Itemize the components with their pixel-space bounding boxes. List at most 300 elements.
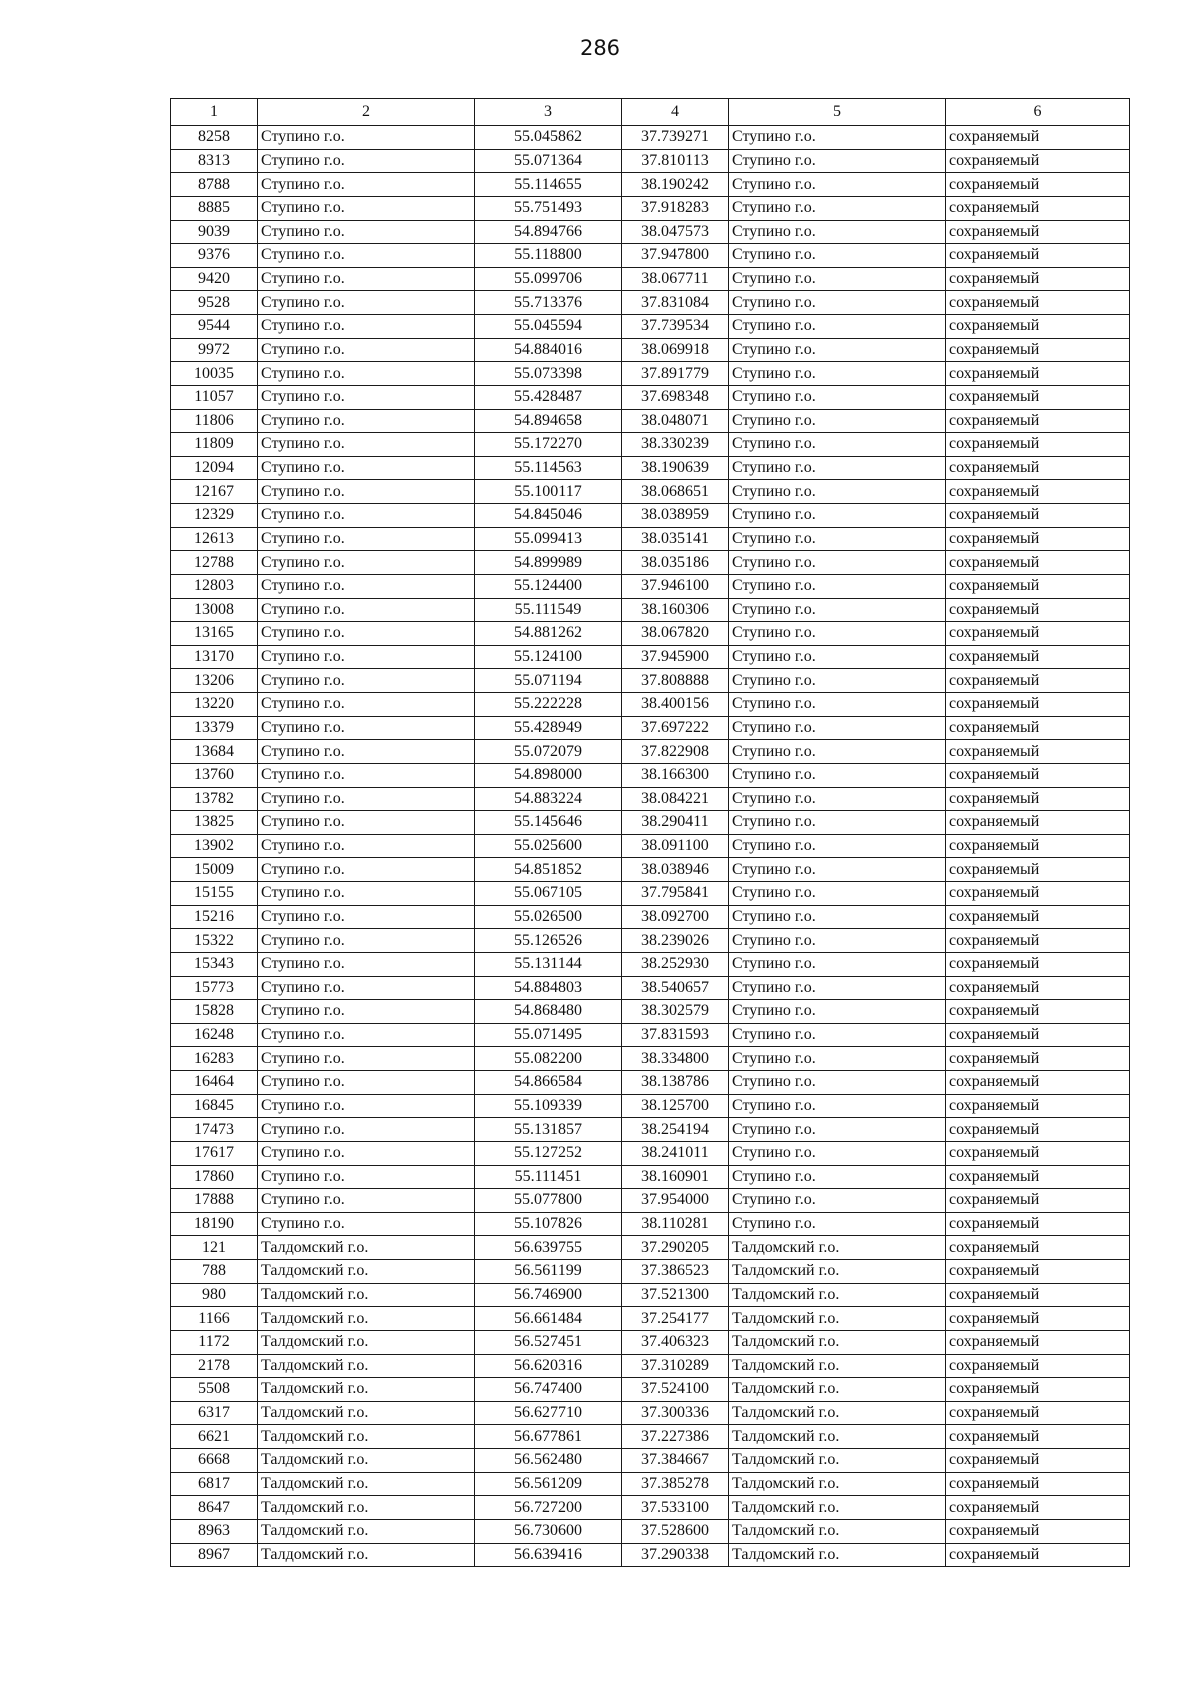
status-cell: сохраняемый (946, 929, 1130, 953)
row-id-cell: 13782 (171, 787, 258, 811)
table-row (171, 716, 1130, 740)
row-id-cell: 6317 (171, 1401, 258, 1425)
table-row (171, 740, 1130, 764)
district-cell: Талдомский г.о. (258, 1472, 475, 1496)
row-id-cell: 13825 (171, 811, 258, 835)
table-row (171, 385, 1130, 409)
status-cell: сохраняемый (946, 905, 1130, 929)
latitude-cell: 55.026500 (475, 905, 622, 929)
longitude-cell: 37.822908 (622, 740, 729, 764)
table-row (171, 362, 1130, 386)
status-cell: сохраняемый (946, 882, 1130, 906)
longitude-cell: 38.067820 (622, 622, 729, 646)
status-cell: сохраняемый (946, 1307, 1130, 1331)
latitude-cell: 54.898000 (475, 763, 622, 787)
longitude-cell: 37.945900 (622, 645, 729, 669)
municipality-cell: Талдомский г.о. (729, 1307, 946, 1331)
status-cell: сохраняемый (946, 1118, 1130, 1142)
longitude-cell: 37.918283 (622, 196, 729, 220)
row-id-cell: 8313 (171, 149, 258, 173)
district-cell: Ступино г.о. (258, 716, 475, 740)
district-cell: Ступино г.о. (258, 480, 475, 504)
status-cell: сохраняемый (946, 1330, 1130, 1354)
table-row (171, 1260, 1130, 1284)
row-id-cell: 13170 (171, 645, 258, 669)
longitude-cell: 38.166300 (622, 763, 729, 787)
table-row (171, 196, 1130, 220)
latitude-cell: 54.884016 (475, 338, 622, 362)
status-cell: сохраняемый (946, 1519, 1130, 1543)
municipality-cell: Ступино г.о. (729, 126, 946, 150)
district-cell: Ступино г.о. (258, 598, 475, 622)
district-cell: Ступино г.о. (258, 220, 475, 244)
table-row (171, 1354, 1130, 1378)
page-number: 286 (579, 36, 621, 60)
latitude-cell: 55.127252 (475, 1141, 622, 1165)
status-cell: сохраняемый (946, 1189, 1130, 1213)
row-id-cell: 16845 (171, 1094, 258, 1118)
row-id-cell: 5508 (171, 1378, 258, 1402)
municipality-cell: Ступино г.о. (729, 1118, 946, 1142)
district-cell: Ступино г.о. (258, 882, 475, 906)
latitude-cell: 55.114655 (475, 173, 622, 197)
table-header-row (171, 99, 1130, 126)
district-cell: Ступино г.о. (258, 433, 475, 457)
longitude-cell: 38.125700 (622, 1094, 729, 1118)
longitude-cell: 38.330239 (622, 433, 729, 457)
latitude-cell: 54.881262 (475, 622, 622, 646)
table-row (171, 1071, 1130, 1095)
municipality-cell: Ступино г.о. (729, 551, 946, 575)
table-row (171, 409, 1130, 433)
municipality-cell: Ступино г.о. (729, 858, 946, 882)
longitude-cell: 38.190242 (622, 173, 729, 197)
longitude-cell: 37.739534 (622, 315, 729, 339)
table-row (171, 504, 1130, 528)
row-id-cell: 15322 (171, 929, 258, 953)
status-cell: сохраняемый (946, 1496, 1130, 1520)
table-row (171, 669, 1130, 693)
table-row (171, 905, 1130, 929)
latitude-cell: 55.107826 (475, 1212, 622, 1236)
municipality-cell: Ступино г.о. (729, 1047, 946, 1071)
table-row (171, 480, 1130, 504)
row-id-cell: 12094 (171, 456, 258, 480)
table-row (171, 1519, 1130, 1543)
municipality-cell: Ступино г.о. (729, 480, 946, 504)
status-cell: сохраняемый (946, 598, 1130, 622)
row-id-cell: 15155 (171, 882, 258, 906)
district-cell: Ступино г.о. (258, 1118, 475, 1142)
municipality-cell: Ступино г.о. (729, 409, 946, 433)
column-header-5: 5 (729, 99, 946, 126)
status-cell: сохраняемый (946, 669, 1130, 693)
longitude-cell: 38.160901 (622, 1165, 729, 1189)
latitude-cell: 55.109339 (475, 1094, 622, 1118)
status-cell: сохраняемый (946, 149, 1130, 173)
district-cell: Талдомский г.о. (258, 1236, 475, 1260)
status-cell: сохраняемый (946, 1047, 1130, 1071)
municipality-cell: Ступино г.о. (729, 1071, 946, 1095)
latitude-cell: 55.111451 (475, 1165, 622, 1189)
municipality-cell: Ступино г.о. (729, 598, 946, 622)
status-cell: сохраняемый (946, 338, 1130, 362)
municipality-cell: Талдомский г.о. (729, 1260, 946, 1284)
latitude-cell: 54.851852 (475, 858, 622, 882)
row-id-cell: 9972 (171, 338, 258, 362)
longitude-cell: 37.254177 (622, 1307, 729, 1331)
latitude-cell: 55.126526 (475, 929, 622, 953)
municipality-cell: Талдомский г.о. (729, 1496, 946, 1520)
latitude-cell: 55.118800 (475, 244, 622, 268)
table-row (171, 1307, 1130, 1331)
row-id-cell: 12329 (171, 504, 258, 528)
municipality-cell: Ступино г.о. (729, 976, 946, 1000)
table-row (171, 858, 1130, 882)
row-id-cell: 1166 (171, 1307, 258, 1331)
district-cell: Ступино г.о. (258, 244, 475, 268)
table-row (171, 1283, 1130, 1307)
latitude-cell: 56.527451 (475, 1330, 622, 1354)
row-id-cell: 15773 (171, 976, 258, 1000)
row-id-cell: 16248 (171, 1023, 258, 1047)
longitude-cell: 37.697222 (622, 716, 729, 740)
latitude-cell: 55.131857 (475, 1118, 622, 1142)
municipality-cell: Ступино г.о. (729, 645, 946, 669)
row-id-cell: 15828 (171, 1000, 258, 1024)
table-row (171, 1330, 1130, 1354)
municipality-cell: Талдомский г.о. (729, 1378, 946, 1402)
status-cell: сохраняемый (946, 952, 1130, 976)
row-id-cell: 17617 (171, 1141, 258, 1165)
table-row (171, 1425, 1130, 1449)
longitude-cell: 38.160306 (622, 598, 729, 622)
latitude-cell: 56.620316 (475, 1354, 622, 1378)
status-cell: сохраняемый (946, 1543, 1130, 1567)
municipality-cell: Талдомский г.о. (729, 1449, 946, 1473)
table-row (171, 149, 1130, 173)
district-cell: Ступино г.о. (258, 551, 475, 575)
status-cell: сохраняемый (946, 315, 1130, 339)
status-cell: сохраняемый (946, 267, 1130, 291)
status-cell: сохраняемый (946, 480, 1130, 504)
table-row (171, 220, 1130, 244)
status-cell: сохраняемый (946, 858, 1130, 882)
latitude-cell: 55.428487 (475, 385, 622, 409)
row-id-cell: 13684 (171, 740, 258, 764)
table-row (171, 598, 1130, 622)
latitude-cell: 55.114563 (475, 456, 622, 480)
district-cell: Ступино г.о. (258, 126, 475, 150)
table-row (171, 693, 1130, 717)
status-cell: сохраняемый (946, 574, 1130, 598)
municipality-cell: Ступино г.о. (729, 385, 946, 409)
row-id-cell: 9420 (171, 267, 258, 291)
municipality-cell: Ступино г.о. (729, 456, 946, 480)
status-cell: сохраняемый (946, 196, 1130, 220)
latitude-cell: 54.866584 (475, 1071, 622, 1095)
district-cell: Ступино г.о. (258, 929, 475, 953)
longitude-cell: 37.739271 (622, 126, 729, 150)
row-id-cell: 13165 (171, 622, 258, 646)
status-cell: сохраняемый (946, 1141, 1130, 1165)
latitude-cell: 55.077800 (475, 1189, 622, 1213)
status-cell: сохраняемый (946, 456, 1130, 480)
district-cell: Талдомский г.о. (258, 1449, 475, 1473)
latitude-cell: 55.428949 (475, 716, 622, 740)
status-cell: сохраняемый (946, 1449, 1130, 1473)
row-id-cell: 9039 (171, 220, 258, 244)
latitude-cell: 56.561199 (475, 1260, 622, 1284)
municipality-cell: Ступино г.о. (729, 315, 946, 339)
longitude-cell: 37.533100 (622, 1496, 729, 1520)
table-row (171, 787, 1130, 811)
latitude-cell: 56.746900 (475, 1283, 622, 1307)
status-cell: сохраняемый (946, 1023, 1130, 1047)
latitude-cell: 56.639755 (475, 1236, 622, 1260)
status-cell: сохраняемый (946, 362, 1130, 386)
table-row (171, 433, 1130, 457)
status-cell: сохраняемый (946, 1425, 1130, 1449)
status-cell: сохраняемый (946, 1378, 1130, 1402)
table-row (171, 126, 1130, 150)
municipality-cell: Ступино г.о. (729, 574, 946, 598)
table-row (171, 1094, 1130, 1118)
longitude-cell: 37.406323 (622, 1330, 729, 1354)
latitude-cell: 54.883224 (475, 787, 622, 811)
status-cell: сохраняемый (946, 1283, 1130, 1307)
longitude-cell: 37.290338 (622, 1543, 729, 1567)
status-cell: сохраняемый (946, 1165, 1130, 1189)
municipality-cell: Ступино г.о. (729, 740, 946, 764)
latitude-cell: 56.562480 (475, 1449, 622, 1473)
latitude-cell: 55.751493 (475, 196, 622, 220)
municipality-cell: Талдомский г.о. (729, 1519, 946, 1543)
longitude-cell: 38.540657 (622, 976, 729, 1000)
district-cell: Талдомский г.о. (258, 1354, 475, 1378)
row-id-cell: 15009 (171, 858, 258, 882)
table-row (171, 291, 1130, 315)
longitude-cell: 37.227386 (622, 1425, 729, 1449)
row-id-cell: 6817 (171, 1472, 258, 1496)
longitude-cell: 37.891779 (622, 362, 729, 386)
row-id-cell: 16464 (171, 1071, 258, 1095)
status-cell: сохраняемый (946, 1000, 1130, 1024)
latitude-cell: 55.131144 (475, 952, 622, 976)
latitude-cell: 55.100117 (475, 480, 622, 504)
latitude-cell: 55.045862 (475, 126, 622, 150)
status-cell: сохраняемый (946, 834, 1130, 858)
column-header-2: 2 (258, 99, 475, 126)
municipality-cell: Ступино г.о. (729, 669, 946, 693)
municipality-cell: Ступино г.о. (729, 527, 946, 551)
column-header-4: 4 (622, 99, 729, 126)
district-cell: Ступино г.о. (258, 1023, 475, 1047)
status-cell: сохраняемый (946, 1260, 1130, 1284)
table-row (171, 1236, 1130, 1260)
municipality-cell: Талдомский г.о. (729, 1330, 946, 1354)
row-id-cell: 12613 (171, 527, 258, 551)
row-id-cell: 9376 (171, 244, 258, 268)
municipality-cell: Ступино г.о. (729, 1189, 946, 1213)
latitude-cell: 55.072079 (475, 740, 622, 764)
status-cell: сохраняемый (946, 716, 1130, 740)
table-row (171, 1023, 1130, 1047)
longitude-cell: 37.831084 (622, 291, 729, 315)
district-cell: Талдомский г.о. (258, 1496, 475, 1520)
row-id-cell: 8885 (171, 196, 258, 220)
longitude-cell: 38.252930 (622, 952, 729, 976)
longitude-cell: 38.400156 (622, 693, 729, 717)
row-id-cell: 12803 (171, 574, 258, 598)
district-cell: Ступино г.о. (258, 504, 475, 528)
longitude-cell: 38.138786 (622, 1071, 729, 1095)
latitude-cell: 55.082200 (475, 1047, 622, 1071)
longitude-cell: 38.038946 (622, 858, 729, 882)
table-row (171, 1189, 1130, 1213)
district-cell: Талдомский г.о. (258, 1425, 475, 1449)
column-header-3: 3 (475, 99, 622, 126)
district-cell: Ступино г.о. (258, 315, 475, 339)
table-row (171, 645, 1130, 669)
table-row (171, 882, 1130, 906)
longitude-cell: 37.795841 (622, 882, 729, 906)
row-id-cell: 13902 (171, 834, 258, 858)
municipality-cell: Ступино г.о. (729, 338, 946, 362)
longitude-cell: 38.290411 (622, 811, 729, 835)
row-id-cell: 13220 (171, 693, 258, 717)
status-cell: сохраняемый (946, 1236, 1130, 1260)
longitude-cell: 38.035186 (622, 551, 729, 575)
district-cell: Ступино г.о. (258, 291, 475, 315)
row-id-cell: 2178 (171, 1354, 258, 1378)
latitude-cell: 54.894658 (475, 409, 622, 433)
longitude-cell: 38.084221 (622, 787, 729, 811)
row-id-cell: 17860 (171, 1165, 258, 1189)
longitude-cell: 37.947800 (622, 244, 729, 268)
latitude-cell: 55.124400 (475, 574, 622, 598)
municipality-cell: Ступино г.о. (729, 1023, 946, 1047)
latitude-cell: 55.067105 (475, 882, 622, 906)
table-row (171, 1472, 1130, 1496)
latitude-cell: 56.677861 (475, 1425, 622, 1449)
longitude-cell: 37.808888 (622, 669, 729, 693)
latitude-cell: 55.124100 (475, 645, 622, 669)
longitude-cell: 38.241011 (622, 1141, 729, 1165)
status-cell: сохраняемый (946, 1401, 1130, 1425)
district-cell: Ступино г.о. (258, 173, 475, 197)
status-cell: сохраняемый (946, 787, 1130, 811)
row-id-cell: 12788 (171, 551, 258, 575)
longitude-cell: 38.190639 (622, 456, 729, 480)
column-header-1: 1 (171, 99, 258, 126)
status-cell: сохраняемый (946, 1354, 1130, 1378)
table-row (171, 1449, 1130, 1473)
longitude-cell: 38.239026 (622, 929, 729, 953)
row-id-cell: 13760 (171, 763, 258, 787)
status-cell: сохраняемый (946, 645, 1130, 669)
status-cell: сохраняемый (946, 1212, 1130, 1236)
district-cell: Ступино г.о. (258, 858, 475, 882)
row-id-cell: 15343 (171, 952, 258, 976)
district-cell: Ступино г.о. (258, 645, 475, 669)
municipality-cell: Ступино г.о. (729, 693, 946, 717)
row-id-cell: 121 (171, 1236, 258, 1260)
table-row (171, 976, 1130, 1000)
status-cell: сохраняемый (946, 1472, 1130, 1496)
table-row (171, 811, 1130, 835)
row-id-cell: 17473 (171, 1118, 258, 1142)
table-row (171, 1000, 1130, 1024)
longitude-cell: 37.290205 (622, 1236, 729, 1260)
district-cell: Ступино г.о. (258, 362, 475, 386)
municipality-cell: Талдомский г.о. (729, 1543, 946, 1567)
latitude-cell: 55.111549 (475, 598, 622, 622)
status-cell: сохраняемый (946, 126, 1130, 150)
district-cell: Талдомский г.о. (258, 1330, 475, 1354)
latitude-cell: 54.868480 (475, 1000, 622, 1024)
district-cell: Талдомский г.о. (258, 1519, 475, 1543)
status-cell: сохраняемый (946, 385, 1130, 409)
district-cell: Ступино г.о. (258, 456, 475, 480)
municipality-cell: Ступино г.о. (729, 622, 946, 646)
district-cell: Ступино г.о. (258, 811, 475, 835)
row-id-cell: 10035 (171, 362, 258, 386)
table-row (171, 929, 1130, 953)
table-row (171, 173, 1130, 197)
row-id-cell: 788 (171, 1260, 258, 1284)
longitude-cell: 37.831593 (622, 1023, 729, 1047)
municipality-cell: Ступино г.о. (729, 291, 946, 315)
district-cell: Талдомский г.о. (258, 1378, 475, 1402)
municipality-cell: Ступино г.о. (729, 1212, 946, 1236)
longitude-cell: 38.302579 (622, 1000, 729, 1024)
longitude-cell: 37.300336 (622, 1401, 729, 1425)
longitude-cell: 38.068651 (622, 480, 729, 504)
district-cell: Ступино г.о. (258, 1165, 475, 1189)
row-id-cell: 16283 (171, 1047, 258, 1071)
longitude-cell: 38.048071 (622, 409, 729, 433)
row-id-cell: 11806 (171, 409, 258, 433)
municipality-cell: Ступино г.о. (729, 173, 946, 197)
longitude-cell: 37.698348 (622, 385, 729, 409)
municipality-cell: Ступино г.о. (729, 787, 946, 811)
latitude-cell: 55.025600 (475, 834, 622, 858)
district-cell: Ступино г.о. (258, 385, 475, 409)
table-row (171, 574, 1130, 598)
row-id-cell: 980 (171, 1283, 258, 1307)
row-id-cell: 8258 (171, 126, 258, 150)
district-cell: Ступино г.о. (258, 693, 475, 717)
district-cell: Ступино г.о. (258, 740, 475, 764)
municipality-cell: Талдомский г.о. (729, 1283, 946, 1307)
municipality-cell: Талдомский г.о. (729, 1236, 946, 1260)
district-cell: Ступино г.о. (258, 622, 475, 646)
status-cell: сохраняемый (946, 173, 1130, 197)
row-id-cell: 18190 (171, 1212, 258, 1236)
longitude-cell: 37.384667 (622, 1449, 729, 1473)
municipality-cell: Ступино г.о. (729, 1000, 946, 1024)
municipality-cell: Ступино г.о. (729, 952, 946, 976)
status-cell: сохраняемый (946, 244, 1130, 268)
district-cell: Ступино г.о. (258, 669, 475, 693)
longitude-cell: 37.954000 (622, 1189, 729, 1213)
municipality-cell: Ступино г.о. (729, 196, 946, 220)
municipality-cell: Ступино г.о. (729, 220, 946, 244)
municipality-cell: Ступино г.о. (729, 811, 946, 835)
district-cell: Ступино г.о. (258, 338, 475, 362)
municipality-cell: Ступино г.о. (729, 267, 946, 291)
